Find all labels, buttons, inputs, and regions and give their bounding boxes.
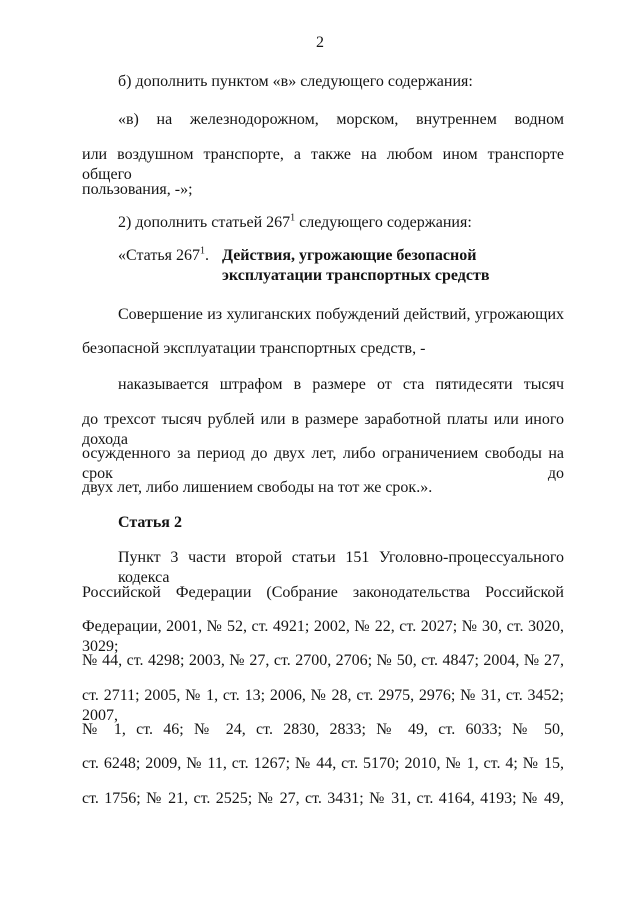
paragraph-art2-line-2: Российской Федерации (Собрание законодательства Российской: [82, 584, 564, 601]
paragraph-art2-line-6: № 1, ст. 46; № 24, ст. 2830, 2833; № 49, ст. 6033; № 50,: [82, 721, 564, 738]
article-2-heading: Статья 2: [118, 514, 182, 531]
paragraph-offense-line-1: Совершение из хулиганских побуждений действий, угрожающих: [118, 306, 564, 323]
paragraph-penalty-line-4: двух лет, либо лишением свободы на тот же срок.».: [82, 479, 433, 496]
article-title-line-1: Действия, угрожающие безопасной: [222, 247, 477, 264]
paragraph-2-superscript: 1: [290, 212, 296, 224]
paragraph-penalty-line-2: до трехсот тысяч рублей или в размере заработной платы или иного дохода: [82, 411, 564, 448]
paragraph-penalty-line-3: осужденного за период до двух лет, либо ограничением свободы на срок до: [82, 445, 564, 482]
paragraph-art2-line-3: Федерации, 2001, № 52, ст. 4921; 2002, № 22, ст. 2027; № 30, ст. 3020, 3029;: [82, 618, 564, 655]
article-title-line-2: эксплуатации транспортных средств: [222, 267, 490, 284]
paragraph-v-line-1: «в) на железнодорожном, морском, внутреннем водном: [118, 111, 564, 128]
article-title: [222, 246, 489, 286]
paragraph-art2-line-5: ст. 2711; 2005, № 1, ст. 13; 2006, № 28, ст. 2975, 2976; № 31, ст. 3452; 2007,: [82, 687, 564, 724]
article-number-suffix: .: [204, 247, 209, 264]
paragraph-art2-line-7: ст. 6248; 2009, № 11, ст. 1267; № 44, ст. 5170; 2010, № 1, ст. 4; № 15,: [82, 755, 564, 772]
paragraph-2: [118, 213, 564, 233]
paragraph-art2-line-8: ст. 1756; № 21, ст. 2525; № 27, ст. 3431; № 31, ст. 4164, 4193; № 49,: [82, 790, 564, 807]
paragraph-b: б) дополнить пунктом «в» следующего содержания:: [118, 73, 473, 90]
article-number-prefix: «Статья 267: [118, 247, 200, 264]
paragraph-penalty-line-1: наказывается штрафом в размере от ста пятидесяти тысяч: [118, 376, 564, 393]
paragraph-art2-line-4: № 44, ст. 4298; 2003, № 27, ст. 2700, 2706; № 50, ст. 4847; 2004, № 27,: [82, 652, 564, 669]
paragraph-art2-line-1: Пункт 3 части второй статьи 151 Уголовно-процессуального кодекса: [118, 549, 564, 586]
paragraph-offense-line-2: безопасной эксплуатации транспортных средств, -: [82, 340, 426, 357]
paragraph-v-line-3: пользования, -»;: [82, 181, 193, 198]
article-heading: [118, 246, 564, 286]
paragraph-v-line-2: или воздушном транспорте, а также на любом ином транспорте общего: [82, 146, 564, 183]
article-number-superscript: 1: [199, 245, 205, 257]
paragraph-2-text-end: следующего содержания:: [295, 214, 472, 231]
page-number: 2: [316, 34, 324, 51]
article-number: [118, 246, 222, 266]
paragraph-2-text: 2) дополнить статьей 267: [118, 214, 291, 231]
